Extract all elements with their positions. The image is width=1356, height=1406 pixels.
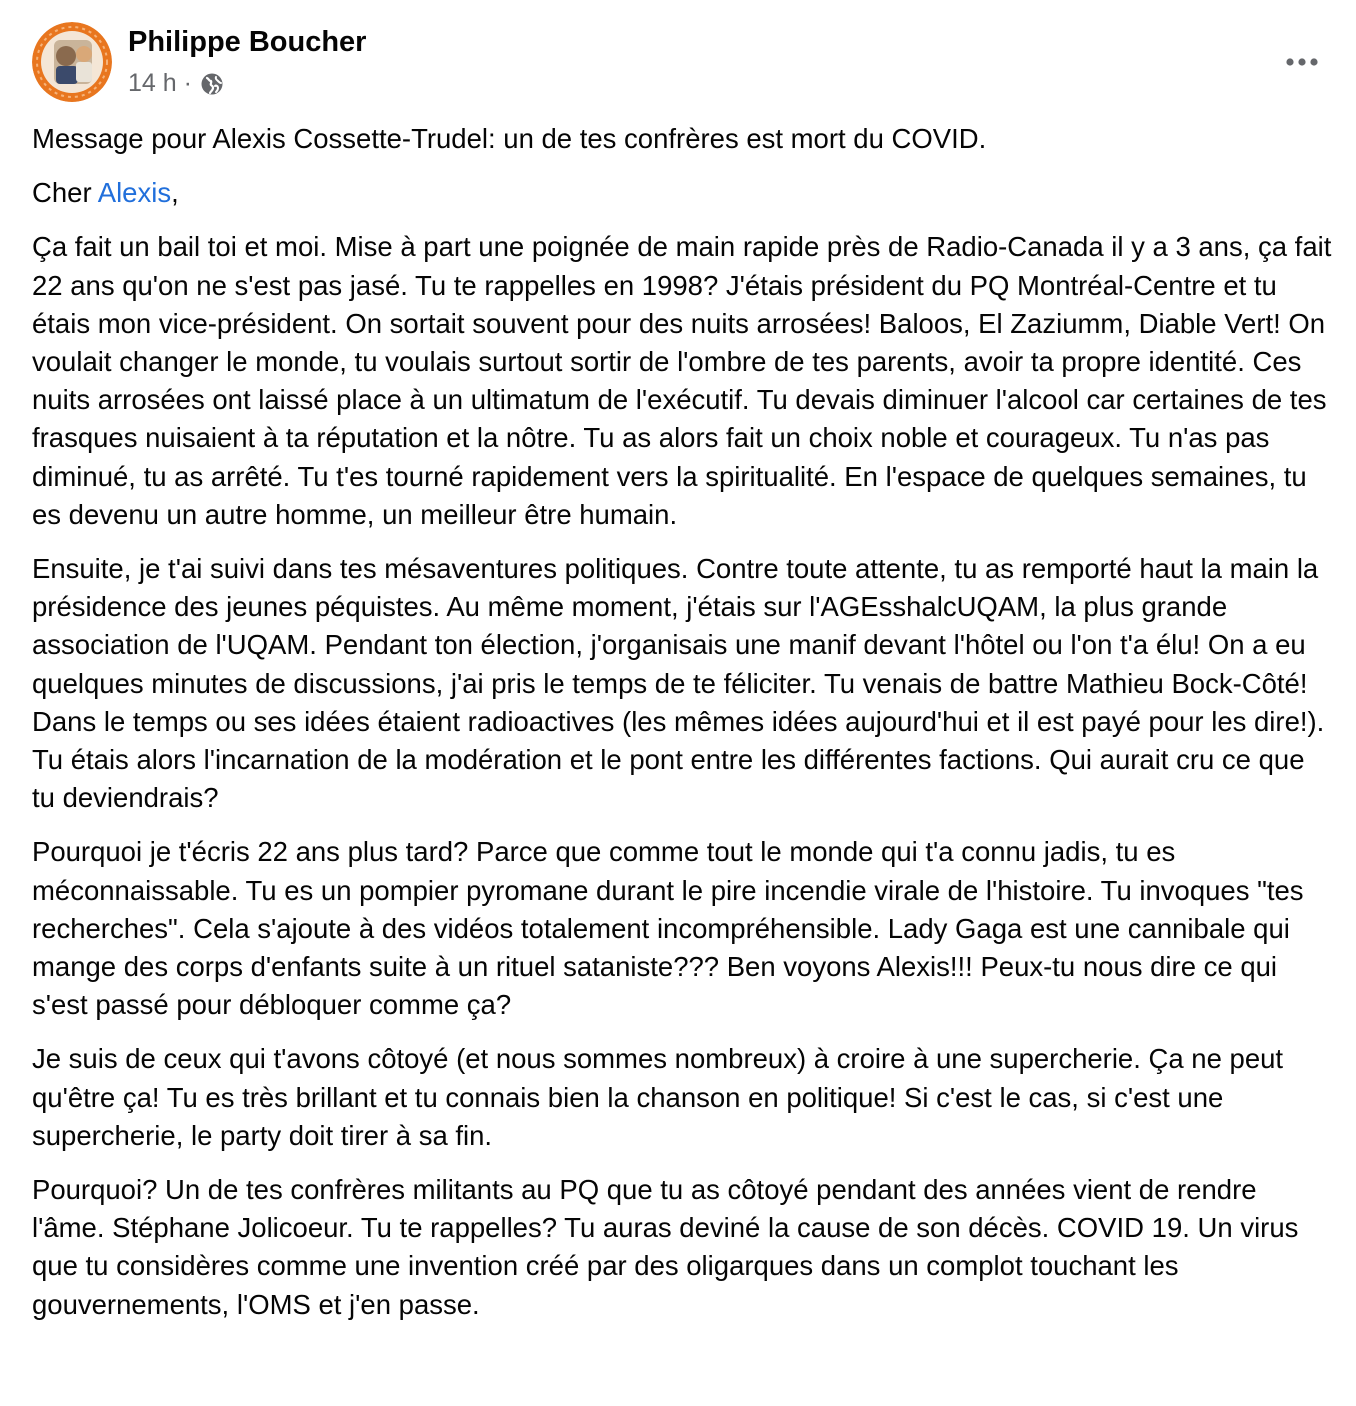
post-meta xyxy=(128,69,224,98)
greeting-line xyxy=(32,174,1332,212)
author-avatar[interactable] xyxy=(32,22,112,102)
mention-link[interactable]: Alexis xyxy=(97,177,172,209)
more-horizontal-icon[interactable] xyxy=(1282,44,1322,80)
post-header xyxy=(32,22,1322,108)
post-paragraph: Je suis de ceux qui t'avons côtoyé (et nous sommes nombreux) à croire à une supercherie. Ça ne peut qu'être ça! Tu es très brillant et tu connais bien la chanson en politique! Si c'est le cas, si c'est une supercherie, le party doit tirer à sa fin. xyxy=(32,1043,1284,1151)
avatar-image xyxy=(32,22,112,102)
greeting-suffix: , xyxy=(171,177,179,209)
post-paragraph: Ça fait un bail toi et moi. Mise à part une poignée de main rapide près de Radio-Canada il y a 3 ans, ça fait 22 ans qu'on ne s'est pas jasé. Tu te rappelles en 1998? J'étais président du PQ Montréal-Centre et tu étais mon vice-président. On sortait souvent pour des nuits arrosées! Baloos, El Zaziumm, Diable Vert! On voulait changer le monde, tu voulais surtout sortir de l'ombre de tes parents, avoir ta propre identité. Ces nuits arrosées ont laissé place à un ultimatum de l'exécutif. Tu devais diminuer l'alcool car certaines de tes frasques nuisaient à ta réputation et la nôtre. Tu as alors fait un choix noble et courageux. Tu n'as pas diminué, tu as arrêté. Tu t'es tourné rapidement vers la spiritualité. En l'espace de quelques semaines, tu es devenu un autre homme, un meilleur être humain. xyxy=(32,231,1332,530)
author-name[interactable]: Philippe Boucher xyxy=(128,26,367,58)
post-paragraph: Message pour Alexis Cossette-Trudel: un de tes confrères est mort du COVID. xyxy=(32,123,987,154)
greeting-prefix: Cher xyxy=(32,177,98,209)
post-body xyxy=(32,120,1332,1340)
globe-icon[interactable] xyxy=(200,72,224,96)
post-paragraph: Ensuite, je t'ai suivi dans tes mésaventures politiques. Contre toute attente, tu as remporté haut la main la présidence des jeunes péquistes. Au même moment, j'étais sur l'AGEsshalcUQAM, la plus grande association de l'UQAM. Pendant ton élection, j'organisais une manif devant l'hôtel ou l'on t'a élu! On a eu quelques minutes de discussions, j'ai pris le temps de te féliciter. Tu venais de battre Mathieu Bock-Côté! Dans le temps ou ses idées étaient radioactives (les mêmes idées aujourd'hui et il est payé pour les dire!). Tu étais alors l'incarnation de la modération et le pont entre les différentes factions. Qui aurait cru ce que tu deviendrais? xyxy=(32,553,1325,814)
post-paragraph: Pourquoi? Un de tes confrères militants au PQ que tu as côtoyé pendant des années vient de rendre l'âme. Stéphane Jolicoeur. Tu te rappelles? Tu auras deviné la cause de son décès. COVID 19. Un virus que tu considères comme une invention créé par des oligarques dans un complot touchant les gouvernements, l'OMS et j'en passe. xyxy=(32,1174,1299,1320)
meta-separator: · xyxy=(183,69,192,97)
post-paragraph: Pourquoi je t'écris 22 ans plus tard? Parce que comme tout le monde qui t'a connu jadis, tu es méconnaissable. Tu es un pompier pyromane durant le pire incendie virale de l'histoire. Tu invoques "tes recherches". Cela s'ajoute à des vidéos totalement incompréhensible. Lady Gaga est une cannibale qui mange des corps d'enfants suite à un rituel sataniste??? Ben voyons Alexis!!! Peux-tu nous dire ce qui s'est passé pour débloquer comme ça? xyxy=(32,836,1304,1021)
post-timestamp[interactable]: 14 h xyxy=(128,69,177,97)
